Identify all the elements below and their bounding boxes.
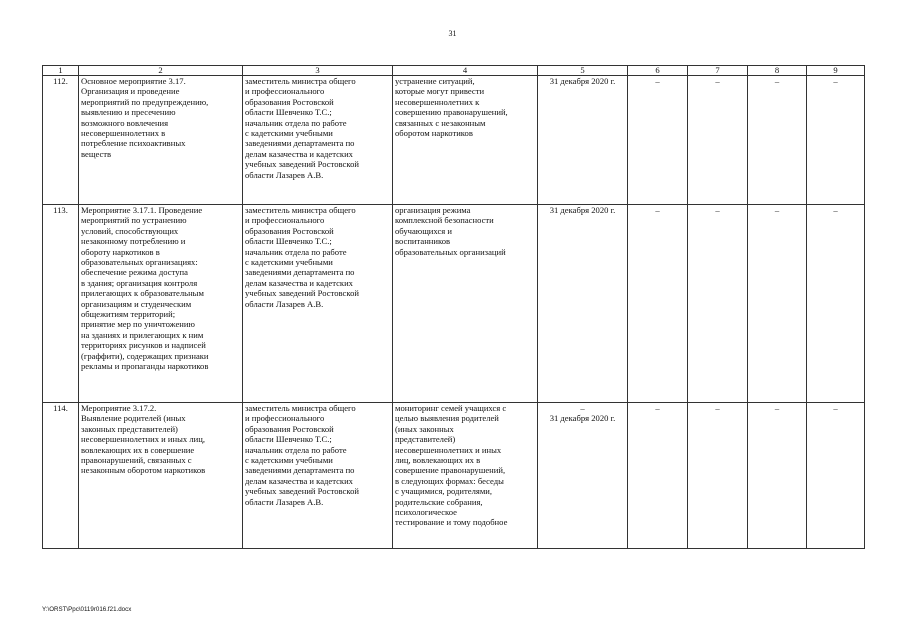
cell-line: заместитель министра общего (245, 76, 356, 86)
cell-line: мероприятий по предупреждению, (81, 96, 209, 107)
cell-line: учебных заведений Ростовской (245, 159, 359, 170)
cell-line: заведениями департамента по (245, 138, 355, 149)
cell-line: образования Ростовской (245, 225, 334, 236)
cell-line: Организация и проведение (81, 86, 180, 97)
column-header: 3 (243, 66, 393, 76)
cell-line: совершению правонарушений, (395, 107, 508, 118)
cell-line: оборотом наркотиков (395, 128, 473, 139)
cell-line: веществ (81, 148, 112, 159)
result-cell (393, 76, 538, 205)
column-header: 4 (393, 66, 538, 76)
column-header: 8 (748, 66, 807, 76)
cell-line: заведениями департамента по (245, 465, 355, 476)
cell-line: учебных заведений Ростовской (245, 288, 359, 299)
cell-line: области Шевченко Т.С.; (245, 434, 332, 445)
cell-line: незаконному потреблению и (81, 236, 186, 247)
cell-line: делам казачества и кадетских (245, 277, 353, 288)
cell-line: заместитель министра общего (245, 205, 356, 215)
cell-line: и профессионального (245, 86, 325, 97)
deadline-cell (538, 205, 628, 403)
col7-cell: – (688, 403, 748, 549)
col8-cell: – (748, 403, 807, 549)
cell-line: тестирование и тому подобное (395, 517, 508, 528)
cell-line: Мероприятие 3.17.1. Проведение (81, 205, 203, 215)
column-header: 5 (538, 66, 628, 76)
column-number-row (43, 66, 865, 76)
row-number: 113. (43, 205, 79, 403)
cell-line: с учащимися, родителями, (395, 486, 493, 497)
measure-cell (79, 403, 243, 549)
cell-line: начальник отдела по работе (245, 444, 347, 455)
cell-line: организациям и студенческим (81, 298, 192, 309)
col9-cell: – (807, 403, 865, 549)
col6-cell: – (628, 205, 688, 403)
result-cell (393, 205, 538, 403)
executor-cell (243, 403, 393, 549)
column-header: 7 (688, 66, 748, 76)
cell-line: несовершеннолетних и иных лиц, (81, 434, 205, 445)
cell-line: рекламы и пропаганды наркотиков (81, 361, 209, 372)
cell-line: незаконным оборотом наркотиков (81, 465, 206, 476)
measures-table (42, 65, 865, 549)
col8-cell: – (748, 205, 807, 403)
cell-line: обучающихся и (395, 225, 452, 236)
cell-line: с кадетскими учебными (245, 128, 333, 139)
cell-line: 31 декабря 2020 г. (549, 413, 616, 424)
executor-cell (243, 205, 393, 403)
cell-line: которые могут привести (395, 86, 485, 97)
cell-line: заместитель министра общего (245, 403, 356, 413)
cell-line: территориях рисунков и надписей (81, 340, 206, 351)
cell-line: (граффити), содержащих признаки (81, 350, 209, 361)
cell-line: обеспечение режима доступа (81, 267, 188, 278)
cell-line: возможного вовлечения (81, 117, 169, 128)
column-header: 2 (79, 66, 243, 76)
table-row (43, 205, 865, 403)
cell-line: Выявление родителей (иных (81, 413, 186, 424)
cell-line: образования Ростовской (245, 423, 334, 434)
cell-line: устранение ситуаций, (395, 76, 475, 86)
table-row (43, 403, 865, 549)
cell-line: области Шевченко Т.С.; (245, 107, 332, 118)
cell-line: 31 декабря 2020 г. (549, 76, 616, 86)
cell-line: делам казачества и кадетских (245, 475, 353, 486)
cell-line: на зданиях и прилегающих к ним (81, 329, 204, 340)
cell-line: в здания; организация контроля (81, 277, 198, 288)
col8-cell: – (748, 76, 807, 205)
cell-line: заведениями департамента по (245, 267, 355, 278)
cell-line: целью выявления родителей (395, 413, 499, 424)
cell-line: связанных с незаконным (395, 117, 486, 128)
col9-cell: – (807, 205, 865, 403)
measure-cell (79, 76, 243, 205)
cell-line: правонарушений, связанных с (81, 455, 192, 466)
cell-line: несовершеннолетних и иных (395, 444, 502, 455)
cell-line: и профессионального (245, 215, 325, 226)
cell-line: выявлению и пресечению (81, 107, 176, 118)
col7-cell: – (688, 205, 748, 403)
cell-line: законных представителей) (81, 423, 178, 434)
cell-line: Мероприятие 3.17.2. (81, 403, 157, 413)
cell-line: несовершеннолетних в (81, 128, 166, 139)
row-number: 112. (43, 76, 79, 205)
cell-line: образования Ростовской (245, 96, 334, 107)
cell-line: с кадетскими учебными (245, 455, 333, 466)
cell-line: представителей) (395, 434, 456, 445)
cell-line: учебных заведений Ростовской (245, 486, 359, 497)
page-number: 31 (448, 29, 457, 38)
cell-line: потребление психоактивных (81, 138, 186, 149)
cell-line: области Шевченко Т.С.; (245, 236, 332, 247)
cell-line: (иных законных (395, 423, 454, 434)
cell-line: родительские собрания, (395, 496, 483, 507)
column-header: 9 (807, 66, 865, 76)
cell-line: образовательных организациях: (81, 257, 198, 268)
col7-cell: – (688, 76, 748, 205)
cell-line: лиц, вовлекающих их в (395, 455, 481, 466)
cell-line: образовательных организаций (395, 246, 506, 257)
cell-line: воспитанников (395, 236, 451, 247)
executor-cell (243, 76, 393, 205)
col6-cell: – (628, 403, 688, 549)
deadline-cell (538, 76, 628, 205)
file-path-footer: Y:\ORST\Ppc\0119r016.f21.docx (42, 606, 132, 613)
cell-line: условий, способствующих (81, 225, 179, 236)
col6-cell: – (628, 76, 688, 205)
cell-line: начальник отдела по работе (245, 246, 347, 257)
cell-line: прилегающих к образовательным (81, 288, 204, 299)
column-header: 6 (628, 66, 688, 76)
cell-line: обороту наркотиков в (81, 246, 160, 257)
cell-line: организация режима (395, 205, 471, 215)
cell-line: совершение правонарушений, (395, 465, 506, 476)
cell-line: мониторинг семей учащихся с (395, 403, 507, 413)
cell-line: общежитиям территорий; (81, 309, 176, 320)
cell-line: вовлекающих их в совершение (81, 444, 195, 455)
cell-line: начальник отдела по работе (245, 117, 347, 128)
cell-line: комплексной безопасности (395, 215, 494, 226)
cell-line: области Лазарев А.В. (245, 298, 324, 309)
cell-line: области Лазарев А.В. (245, 169, 324, 180)
cell-line: 31 декабря 2020 г. (549, 205, 616, 215)
cell-line: в следующих формах: беседы (395, 475, 504, 486)
column-header: 1 (43, 66, 79, 76)
measure-cell (79, 205, 243, 403)
cell-line: – (580, 403, 585, 413)
cell-line: психологическое (395, 507, 457, 518)
table-row (43, 76, 865, 205)
deadline-cell (538, 403, 628, 549)
cell-line: и профессионального (245, 413, 325, 424)
cell-line: делам казачества и кадетских (245, 148, 353, 159)
cell-line: Основное мероприятие 3.17. (81, 76, 186, 86)
cell-line: принятие мер по уничтожению (81, 319, 195, 330)
cell-line: области Лазарев А.В. (245, 496, 324, 507)
cell-line: мероприятий по устранению (81, 215, 187, 226)
row-number: 114. (43, 403, 79, 549)
col9-cell: – (807, 76, 865, 205)
table-body (43, 76, 865, 549)
result-cell (393, 403, 538, 549)
cell-line: с кадетскими учебными (245, 257, 333, 268)
cell-line: несовершеннолетних к (395, 96, 480, 107)
